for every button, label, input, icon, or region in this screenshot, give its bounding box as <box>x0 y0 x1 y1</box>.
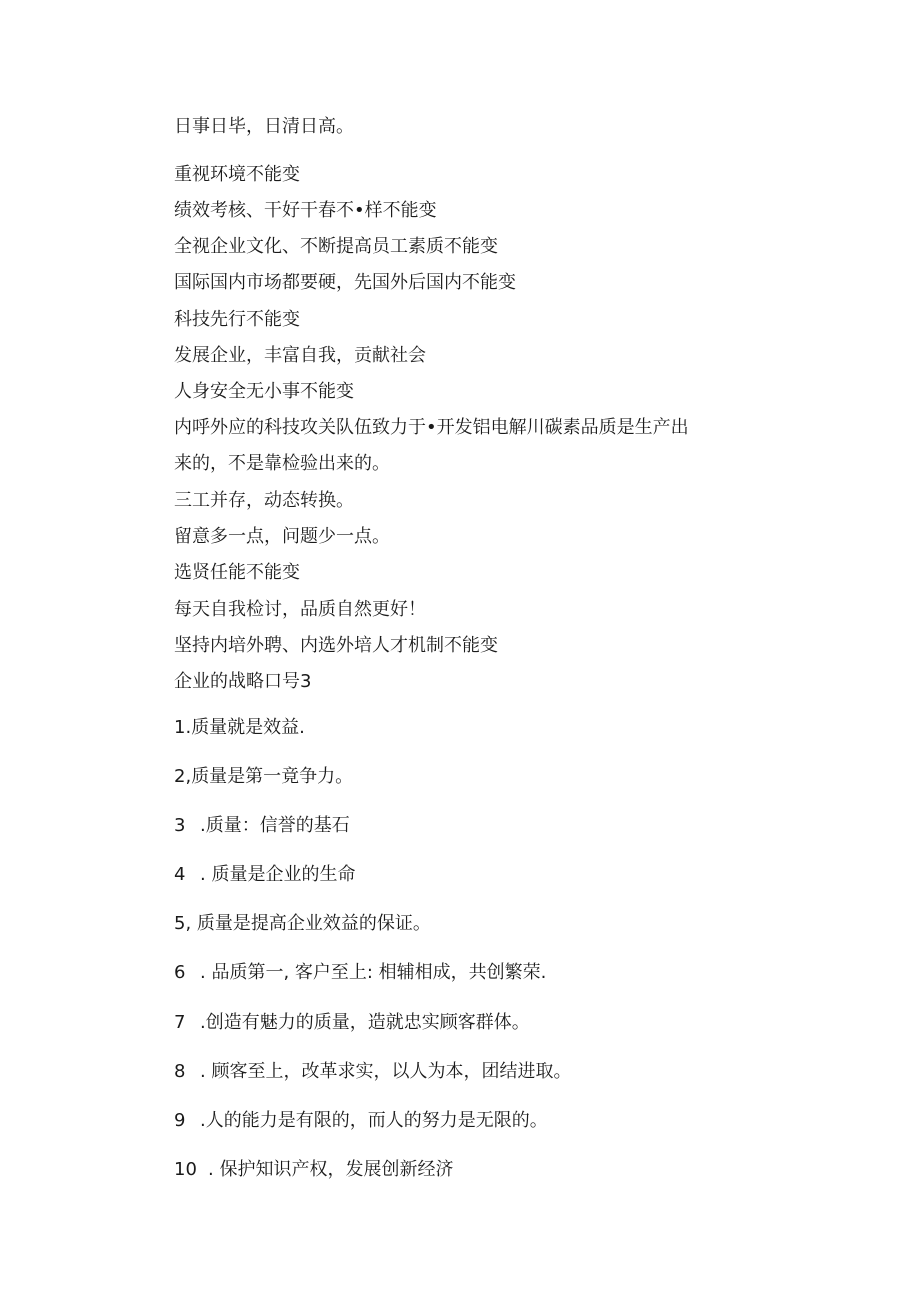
item-number: 6 <box>174 962 186 983</box>
numbered-item <box>174 912 431 936</box>
item-text: . 品质第一, 客户至上: 相辅相成，共创繁荣. <box>200 962 547 983</box>
slogan-line: 留意多一点，问题少一点。 <box>174 526 390 547</box>
item-text: 质量就是效益. <box>191 717 305 738</box>
numbered-item <box>174 814 350 838</box>
slogan-line: 绩效考核、干好干春不•样不能变 <box>174 200 437 221</box>
slogan-line: 重视环境不能变 <box>174 164 300 185</box>
slogan-line: 国际国内市场都要硬，先国外后国内不能变 <box>174 272 516 293</box>
numbered-item <box>174 765 353 789</box>
numbered-item <box>174 716 305 740</box>
item-text: . 质量是企业的生命 <box>200 864 356 885</box>
item-number: 8 <box>174 1061 186 1082</box>
slogan-line: 每天自我检讨，品质自然更好！ <box>174 599 426 620</box>
numbered-item <box>174 1158 453 1182</box>
item-number: 4 <box>174 864 186 885</box>
slogan-line: 内呼外应的科技攻关队伍致力于•开发铝电解川碳素品质是生产出 <box>174 417 689 438</box>
item-text: .创造有魅力的质量，造就忠实顾客群体。 <box>200 1012 530 1033</box>
slogan-line: 发展企业，丰富自我，贡献社会 <box>174 345 426 366</box>
section-title: 企业的战略口号3 <box>174 671 312 692</box>
item-number: 2, <box>174 766 192 787</box>
item-text: 质量是提高企业效益的保证。 <box>191 913 431 934</box>
slogan-line: 选贤任能不能变 <box>174 562 300 583</box>
slogan-line: 全视企业文化、不断提高员工素质不能变 <box>174 236 498 257</box>
slogan-line: 坚持内培外聘、内选外培人才机制不能变 <box>174 635 498 656</box>
item-number: 3 <box>174 815 186 836</box>
item-text: .人的能力是有限的，而人的努力是无限的。 <box>200 1110 548 1131</box>
item-text: . 保护知识产权，发展创新经济 <box>208 1159 454 1180</box>
item-number: 7 <box>174 1012 186 1033</box>
item-number: 1. <box>174 717 192 738</box>
intro-line: 日事日毕，日清日高。 <box>174 116 354 137</box>
slogan-line: 来的，不是靠检验出来的。 <box>174 453 390 474</box>
item-text: . 顾客至上，改革求实，以人为本，团结进取。 <box>200 1061 572 1082</box>
numbered-item <box>174 961 546 985</box>
numbered-item <box>174 863 355 887</box>
numbered-item <box>174 1060 571 1084</box>
slogan-line: 科技先行不能变 <box>174 309 300 330</box>
slogan-line: 人身安全无小事不能变 <box>174 381 354 402</box>
item-number: 10 <box>174 1159 197 1180</box>
item-text: 质量是第一竟争力。 <box>191 766 354 787</box>
numbered-item <box>174 1109 548 1133</box>
item-number: 9 <box>174 1110 186 1131</box>
slogan-line: 三工并存，动态转换。 <box>174 490 354 511</box>
item-text: .质量：信誉的基石 <box>200 815 350 836</box>
numbered-item <box>174 1011 530 1035</box>
item-number: 5, <box>174 913 192 934</box>
